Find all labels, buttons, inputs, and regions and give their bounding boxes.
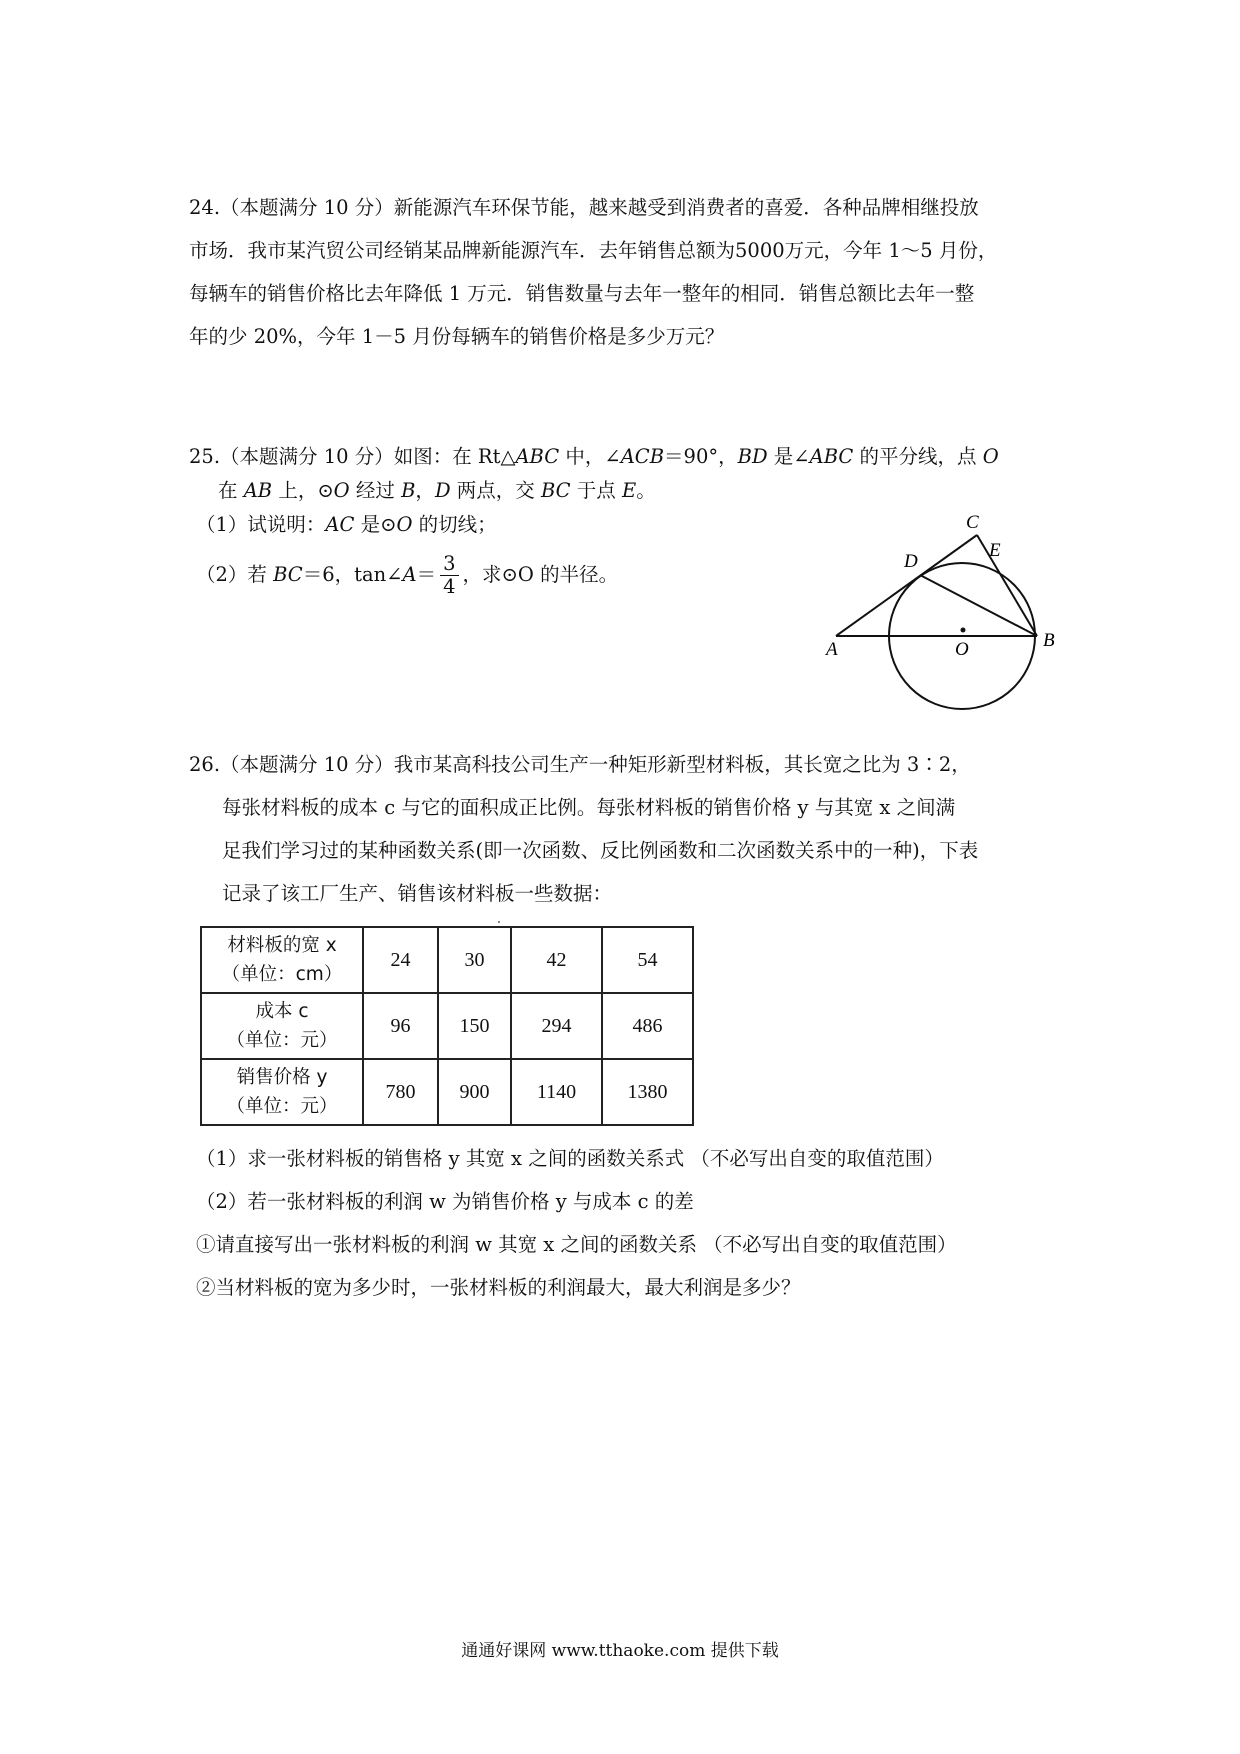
label-e: E (989, 540, 1001, 561)
table-cell: 1380 (602, 1059, 693, 1125)
q26-line-3: 足我们学习过的某种函数关系(即一次函数、反比例函数和二次函数关系中的一种)，下表 (222, 839, 979, 862)
q24-line-2: 市场．我市某汽贸公司经销某品牌新能源汽车．去年销售总额为5000万元，今年 1～5 月份， (189, 239, 998, 262)
q26-sub-4: ②当材料板的宽为多少时，一张材料板的利润最大，最大利润是多少？ (196, 1276, 801, 1299)
label-a: A (826, 639, 838, 660)
fraction-numerator: 3 (440, 553, 458, 576)
table-row (201, 993, 693, 1059)
table-cell: 900 (438, 1059, 511, 1125)
q24-line-3: 每辆车的销售价格比去年降低 1 万元．销售数量与去年一整年的相同．销售总额比去年一整 (189, 282, 975, 305)
table-cell: 780 (363, 1059, 438, 1125)
table-cell: 54 (602, 927, 693, 993)
q24-line-1: 24.（本题满分 10 分）新能源汽车环保节能，越来越受到消费者的喜爱．各种品牌相继投放 (189, 196, 979, 219)
label-b: B (1043, 630, 1055, 651)
table-cell: 30 (438, 927, 511, 993)
label-c: C (966, 512, 979, 533)
q25-part-2: （2）若 BC＝6，tan∠A＝ $\frac{3}{4}$ ，求⊙O 的半径。 (196, 552, 619, 598)
q25-part-1: （1）试说明：AC 是⊙O 的切线； (196, 513, 497, 536)
row-header: 材料板的宽 x （单位：cm） (201, 927, 363, 993)
row-header: 销售价格 y （单位：元） (201, 1059, 363, 1125)
q26-line-1: 26.（本题满分 10 分）我市某高科技公司生产一种矩形新型材料板，其长宽之比为 3∶2， (189, 753, 971, 776)
page-footer: 通通好课网 www.tthaoke.com 提供下载 (461, 1641, 779, 1661)
table-row (201, 927, 693, 993)
table-cell: 294 (511, 993, 602, 1059)
table-cell: 96 (363, 993, 438, 1059)
q26-line-2: 每张材料板的成本 c 与它的面积成正比例。每张材料板的销售价格 y 与其宽 x 之间满 (222, 796, 956, 819)
table-cell: 150 (438, 993, 511, 1059)
label-o: O (955, 639, 969, 660)
fraction-denominator: 4 (443, 575, 456, 598)
table-cell: 24 (363, 927, 438, 993)
q25-line-1: 25.（本题满分 10 分）如图：在 Rt△ABC 中，∠ACB＝90°，BD 是∠ABC 的平分线，点 O (189, 445, 999, 468)
geometry-figure (0, 0, 1240, 760)
label-d: D (904, 551, 918, 572)
row-header: 成本 c （单位：元） (201, 993, 363, 1059)
table-cell: 1140 (511, 1059, 602, 1125)
table-cell: 486 (602, 993, 693, 1059)
table-cell: 42 (511, 927, 602, 993)
q26-line-4: 记录了该工厂生产、销售该材料板一些数据： (222, 882, 613, 905)
q25-line-2: 在 AB 上，⊙O 经过 B，D 两点，交 BC 于点 E。 (218, 479, 656, 502)
center-o-dot (961, 628, 966, 633)
data-table (200, 926, 694, 1126)
q26-sub-3: ①请直接写出一张材料板的利润 w 其宽 x 之间的函数关系 （不必写出自变的取值范围） (196, 1233, 957, 1256)
q26-sub-2: （2）若一张材料板的利润 w 为销售价格 y 与成本 c 的差 (196, 1190, 694, 1213)
stray-dot (498, 921, 500, 923)
q24-line-4: 年的少 20%，今年 1－5 月份每辆车的销售价格是多少万元？ (189, 325, 725, 348)
table-row (201, 1059, 693, 1125)
q26-sub-1: （1）求一张材料板的销售格 y 其宽 x 之间的函数关系式 （不必写出自变的取值范围） (196, 1147, 944, 1170)
